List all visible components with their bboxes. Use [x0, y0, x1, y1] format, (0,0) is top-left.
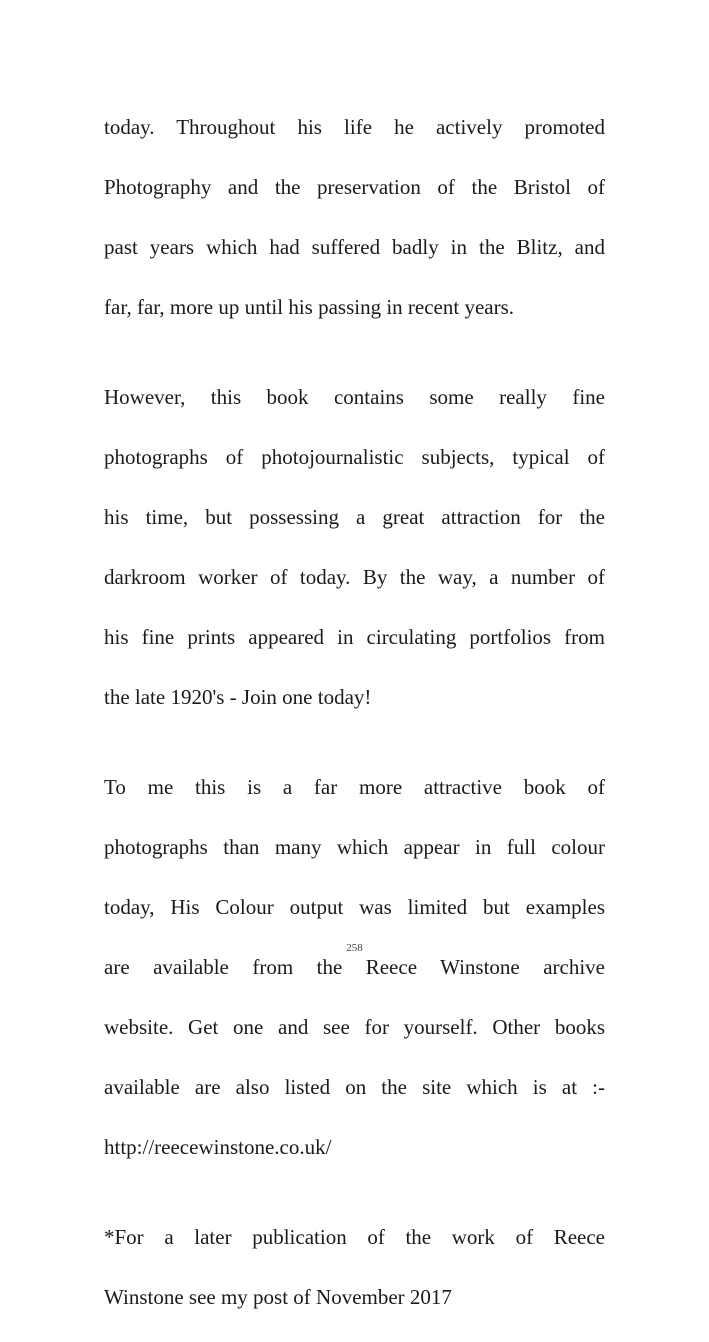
text-line: today, His Colour output was limited but examples [104, 895, 605, 919]
text-line: Winstone see my post of November 2017 [104, 1285, 452, 1309]
text-line: are available from the Reece Winstone archive [104, 955, 605, 979]
paragraph-1 [104, 82, 605, 352]
text-line: Photography and the preservation of the Bristol of [104, 175, 605, 199]
text-line: his fine prints appeared in circulating portfolios from [104, 625, 605, 649]
text-line: photographs than many which appear in full colour [104, 835, 605, 859]
text-line: *For a later publication of the work of Reece [104, 1225, 605, 1249]
text-line: However, this book contains some really fine [104, 385, 605, 409]
page-number: 258 [346, 942, 363, 954]
paragraph-3 [104, 742, 605, 1192]
text-line: today. Throughout his life he actively promoted [104, 115, 605, 139]
paragraph-2 [104, 352, 605, 742]
paragraph-4 [104, 1192, 605, 1342]
text-line: far, far, more up until his passing in recent years. [104, 295, 515, 319]
body-text [104, 82, 605, 1342]
text-line: his time, but possessing a great attraction for the [104, 505, 605, 529]
text-line: darkroom worker of today. By the way, a number of [104, 565, 605, 589]
text-line: the late 1920's - Join one today! [104, 685, 372, 709]
text-line: available are also listed on the site which is at :- [104, 1075, 605, 1099]
text-line: website. Get one and see for yourself. Other books [104, 1015, 605, 1039]
text-line: photographs of photojournalistic subjects, typical of [104, 445, 605, 469]
website-url: http://reecewinstone.co.uk/ [104, 1135, 332, 1159]
text-line: To me this is a far more attractive book of [104, 775, 605, 799]
text-line: past years which had suffered badly in the Blitz, and [104, 235, 605, 259]
